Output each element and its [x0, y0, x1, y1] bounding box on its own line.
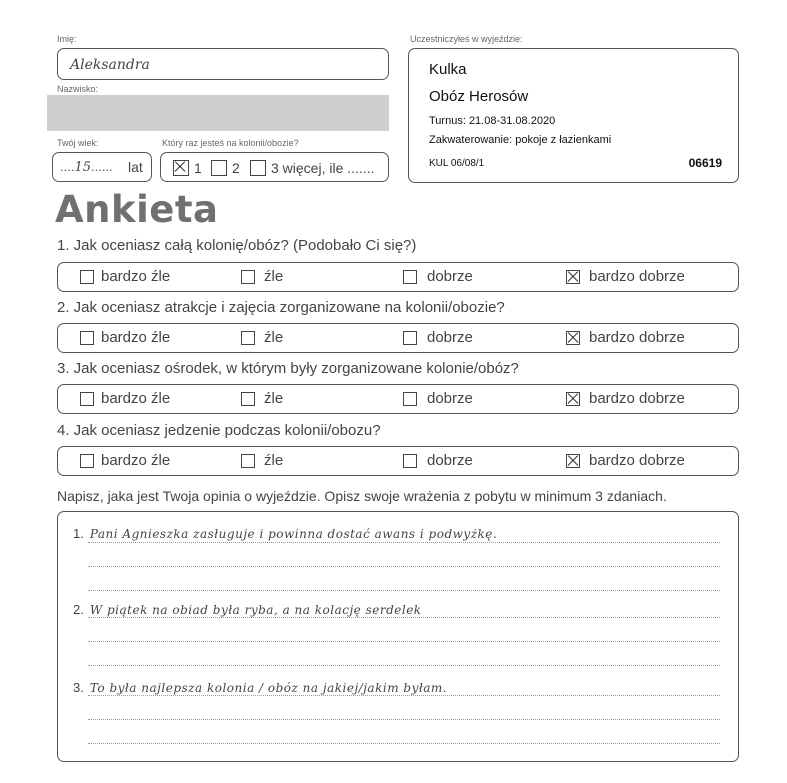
- times-option-3-checkbox[interactable]: [250, 160, 266, 176]
- q2-option-bardzo-zle-checkbox[interactable]: [80, 331, 94, 345]
- opinion-3-number: 3.: [73, 680, 84, 695]
- q4-option-zle-label: źle: [264, 452, 284, 469]
- age-field[interactable]: ....15...... lat: [52, 152, 152, 182]
- q4-option-dobrze-checkbox[interactable]: [403, 454, 417, 468]
- q2-option-dobrze-checkbox[interactable]: [403, 331, 417, 345]
- q3-option-dobrze-checkbox[interactable]: [403, 392, 417, 406]
- question-1-text: 1. Jak oceniasz całą kolonię/obóz? (Podobało Ci się?): [57, 237, 417, 254]
- surname-redacted: [47, 95, 389, 131]
- times-option-1-checkbox[interactable]: [173, 160, 189, 176]
- q4-option-zle-checkbox[interactable]: [241, 454, 255, 468]
- q4-option-bardzo-zle-label: bardzo źle: [101, 452, 171, 469]
- times-field: [160, 152, 389, 182]
- q1-option-bardzo-zle-checkbox[interactable]: [80, 270, 94, 284]
- question-1-options: [57, 262, 739, 292]
- age-label: Twój wiek:: [57, 138, 99, 148]
- times-option-2-label: 2: [232, 160, 240, 176]
- participant-label: Uczestniczyłeś w wyjeździe:: [410, 34, 523, 44]
- q1-option-bardzo-dobrze-label: bardzo dobrze: [589, 268, 685, 285]
- opinion-3: [73, 680, 447, 695]
- times-option-1-label: 1: [194, 160, 202, 176]
- dotted-line: [88, 743, 720, 744]
- name-field[interactable]: [57, 48, 389, 80]
- dotted-line: [88, 590, 720, 591]
- page-title: Ankieta: [55, 188, 219, 231]
- q1-option-zle-checkbox[interactable]: [241, 270, 255, 284]
- q1-option-bardzo-zle-label: bardzo źle: [101, 268, 171, 285]
- trip-number: 06619: [688, 156, 722, 170]
- q1-option-dobrze-label: dobrze: [427, 268, 473, 285]
- q3-option-bardzo-dobrze-label: bardzo dobrze: [589, 390, 685, 407]
- question-2-text: 2. Jak oceniasz atrakcje i zajęcia zorganizowane na kolonii/obozie?: [57, 299, 505, 316]
- trip-info-box: [408, 48, 739, 183]
- dotted-line: [88, 641, 720, 642]
- q3-option-bardzo-zle-label: bardzo źle: [101, 390, 171, 407]
- name-value: Aleksandra: [70, 57, 150, 73]
- opinion-box[interactable]: [57, 511, 739, 762]
- dotted-line: [88, 566, 720, 567]
- opinion-2-number: 2.: [73, 602, 84, 617]
- dotted-line: [88, 719, 720, 720]
- trip-turn: Turnus: 21.08-31.08.2020: [429, 115, 556, 127]
- q4-option-bardzo-zle-checkbox[interactable]: [80, 454, 94, 468]
- q4-option-dobrze-label: dobrze: [427, 452, 473, 469]
- q1-option-zle-label: źle: [264, 268, 284, 285]
- times-option-3-label: 3 więcej, ile .......: [271, 160, 375, 176]
- trip-name: Kulka: [429, 61, 467, 78]
- age-unit: lat: [128, 159, 143, 175]
- times-label: Który raz jesteś na kolonii/obozie?: [162, 138, 299, 148]
- opinion-2-text: W piątek na obiad była ryba, a na kolację serdelek: [89, 603, 422, 617]
- q4-option-bardzo-dobrze-label: bardzo dobrze: [589, 452, 685, 469]
- opinion-1: [73, 526, 497, 541]
- dotted-line: [88, 617, 720, 618]
- q4-option-bardzo-dobrze-checkbox[interactable]: [566, 454, 580, 468]
- q2-option-bardzo-dobrze-label: bardzo dobrze: [589, 329, 685, 346]
- q2-option-zle-checkbox[interactable]: [241, 331, 255, 345]
- q2-option-bardzo-dobrze-checkbox[interactable]: [566, 331, 580, 345]
- surname-label: Nazwisko:: [57, 84, 99, 94]
- times-option-2-checkbox[interactable]: [211, 160, 227, 176]
- opinion-1-number: 1.: [73, 526, 84, 541]
- trip-accommodation: Zakwaterowanie: pokoje z łazienkami: [429, 134, 612, 146]
- q2-option-bardzo-zle-label: bardzo źle: [101, 329, 171, 346]
- question-3-text: 3. Jak oceniasz ośrodek, w którym były zorganizowane kolonie/obóz?: [57, 360, 519, 377]
- dotted-line: [88, 542, 720, 543]
- question-3-options: [57, 384, 739, 414]
- q3-option-bardzo-dobrze-checkbox[interactable]: [566, 392, 580, 406]
- opinion-2: [73, 602, 422, 617]
- question-4-text: 4. Jak oceniasz jedzenie podczas kolonii/obozu?: [57, 422, 381, 439]
- opinion-3-text: To była najlepsza kolonia / obóz na jakiej/jakim byłam.: [89, 681, 448, 695]
- age-value: 15: [74, 160, 91, 175]
- dotted-line: [88, 665, 720, 666]
- q1-option-bardzo-dobrze-checkbox[interactable]: [566, 270, 580, 284]
- q3-option-zle-checkbox[interactable]: [241, 392, 255, 406]
- opinion-1-text: Pani Agnieszka zasługuje i powinna dostać awans i podwyżkę.: [89, 527, 498, 541]
- q1-option-dobrze-checkbox[interactable]: [403, 270, 417, 284]
- dotted-line: [88, 695, 720, 696]
- q2-option-dobrze-label: dobrze: [427, 329, 473, 346]
- opinion-prompt: Napisz, jaka jest Twoja opinia o wyjeździe. Opisz swoje wrażenia z pobytu w minimum 3 zdaniach.: [57, 488, 667, 504]
- question-4-options: [57, 446, 739, 476]
- trip-code: KUL 06/08/1: [429, 158, 485, 169]
- name-label: Imię:: [57, 34, 77, 44]
- trip-camp: Obóz Herosów: [429, 88, 529, 105]
- q3-option-zle-label: źle: [264, 390, 284, 407]
- q3-option-bardzo-zle-checkbox[interactable]: [80, 392, 94, 406]
- q3-option-dobrze-label: dobrze: [427, 390, 473, 407]
- q2-option-zle-label: źle: [264, 329, 284, 346]
- question-2-options: [57, 323, 739, 353]
